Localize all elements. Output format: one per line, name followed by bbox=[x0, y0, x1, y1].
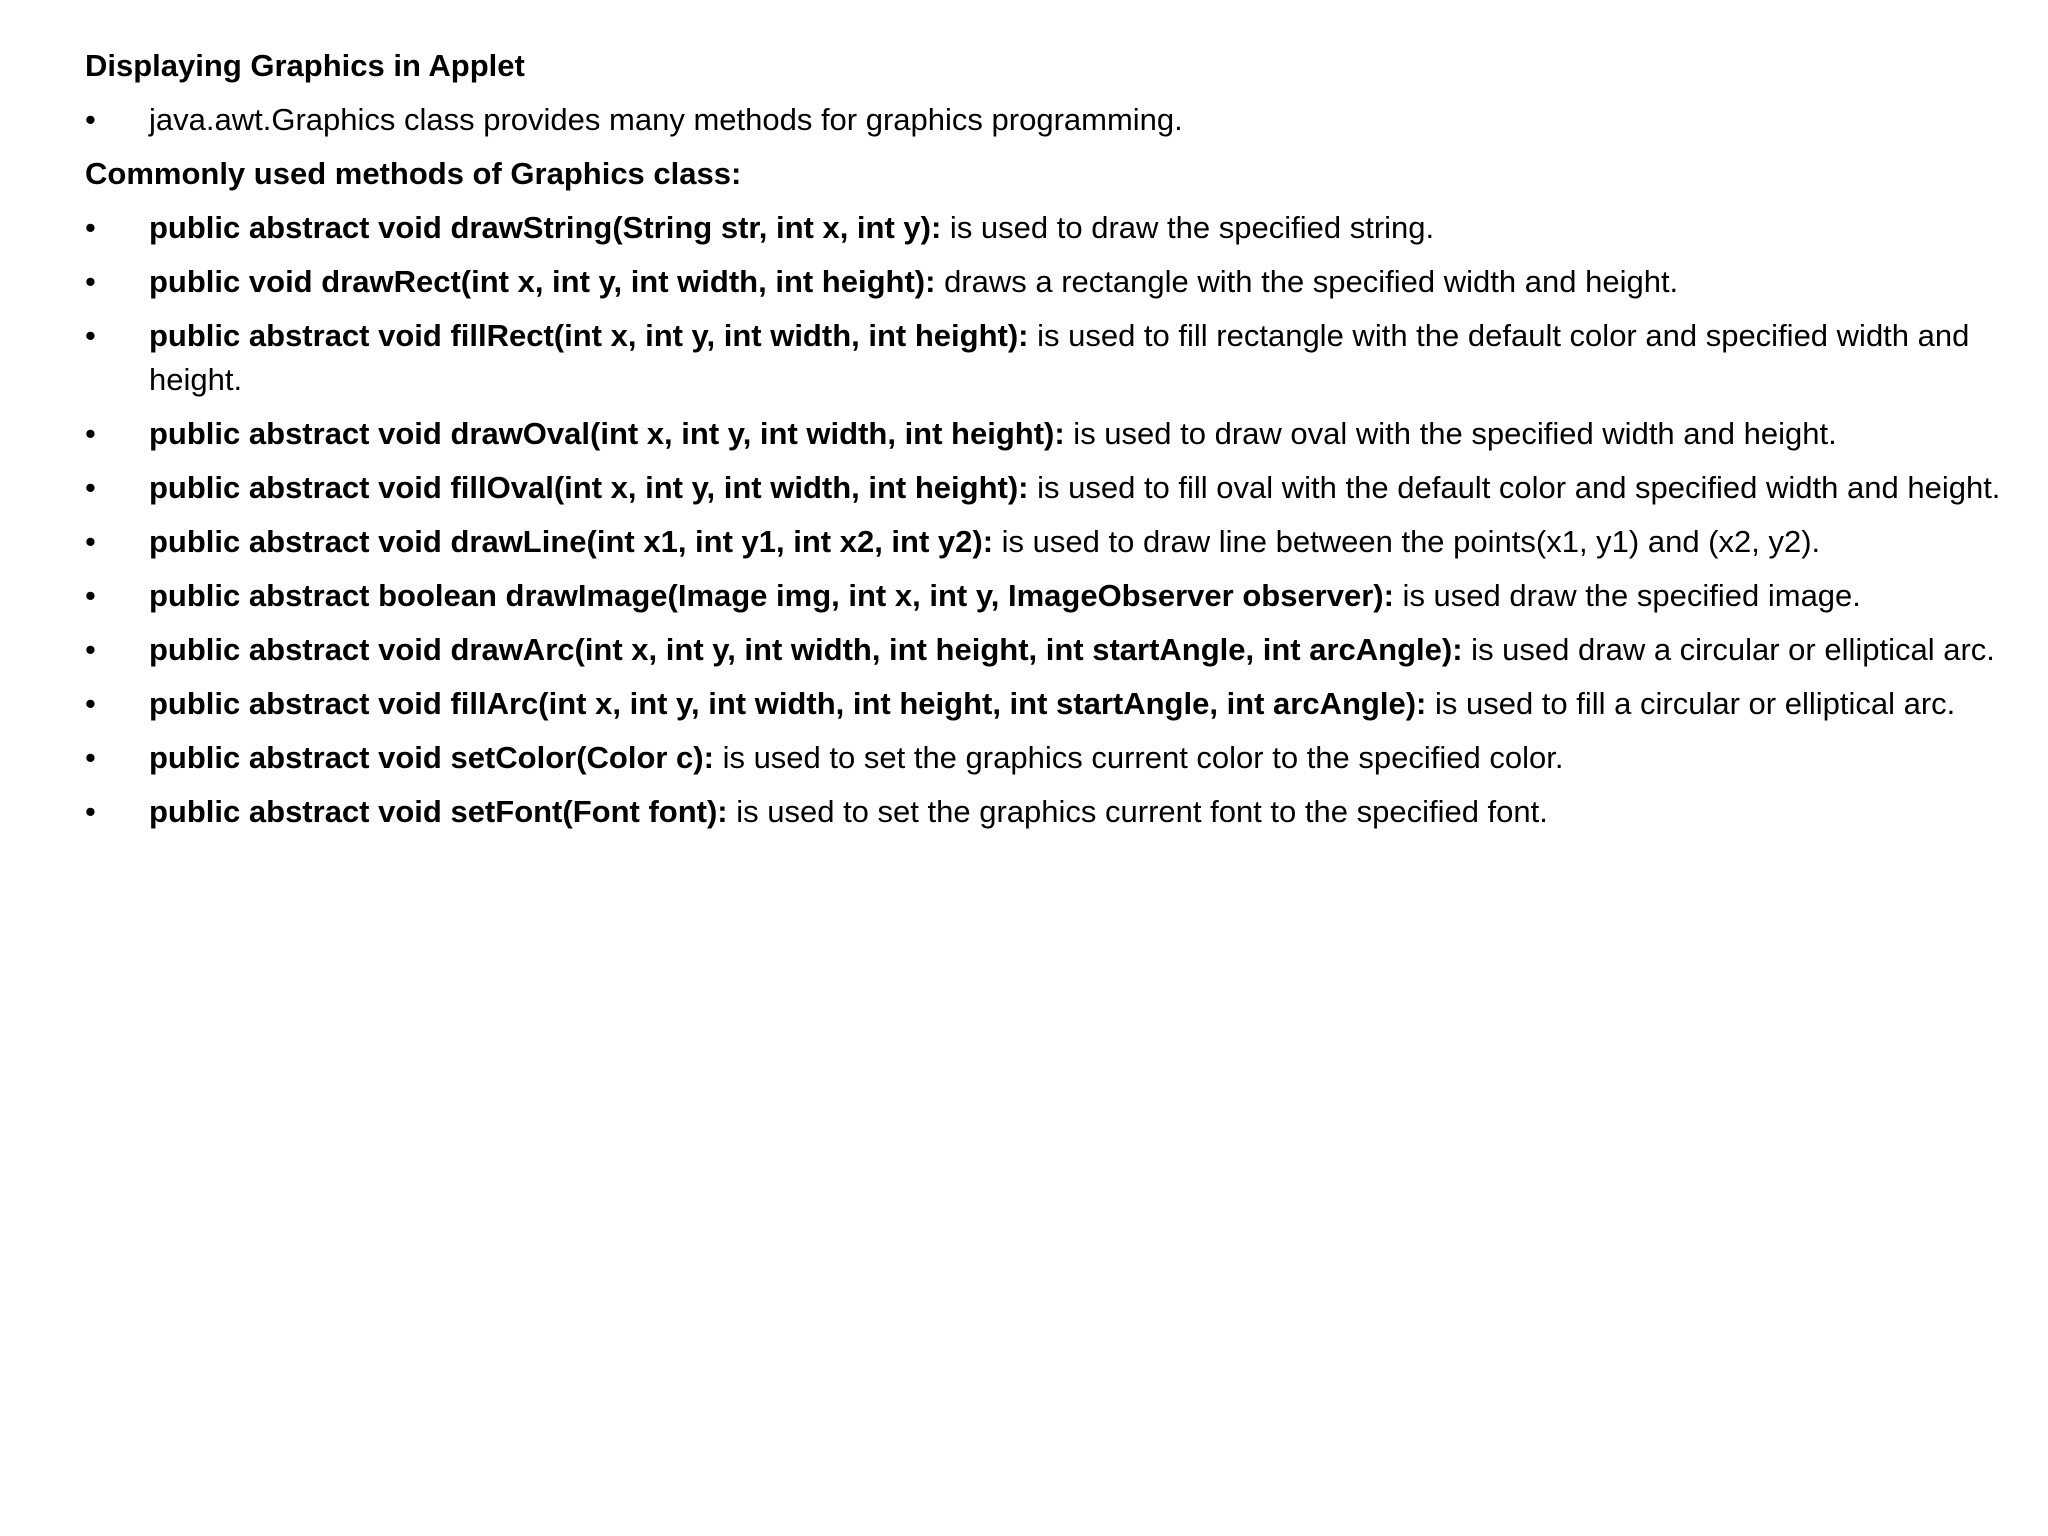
bullet-icon: • bbox=[85, 686, 96, 721]
method-signature: public abstract void drawLine(int x1, int y1, int x2, int y2): bbox=[149, 524, 994, 559]
method-item-setcolor bbox=[85, 736, 2015, 780]
method-signature: public abstract void fillOval(int x, int y, int width, int height): bbox=[149, 470, 1029, 505]
method-signature: public abstract void setFont(Font font): bbox=[149, 794, 728, 829]
method-description: is used draw a circular or elliptical arc. bbox=[1462, 632, 1995, 667]
bullet-icon: • bbox=[85, 740, 96, 775]
document-content bbox=[85, 44, 2015, 834]
method-item-drawrect bbox=[85, 260, 2015, 304]
method-item-drawline bbox=[85, 520, 2015, 564]
method-item-fillarc bbox=[85, 682, 2015, 726]
method-signature: public abstract void fillRect(int x, int y, int width, int height): bbox=[149, 318, 1029, 353]
bullet-icon: • bbox=[85, 578, 96, 613]
method-description: is used to draw line between the points(x1, y1) and (x2, y2). bbox=[993, 524, 1821, 559]
bullet-icon: • bbox=[85, 318, 96, 353]
method-description: is used to fill oval with the default color and specified width and height. bbox=[1028, 470, 2001, 505]
intro-item bbox=[85, 98, 2015, 142]
bullet-icon: • bbox=[85, 524, 96, 559]
method-description: is used to fill rectangle with the default color and specified width and height. bbox=[149, 318, 1970, 397]
method-item-filloval bbox=[85, 466, 2015, 510]
bullet-icon: • bbox=[85, 470, 96, 505]
intro-text: java.awt.Graphics class provides many methods for graphics programming. bbox=[149, 102, 1183, 137]
method-item-drawoval bbox=[85, 412, 2015, 456]
method-description: is used to draw the specified string. bbox=[941, 210, 1435, 245]
bullet-icon: • bbox=[85, 102, 96, 137]
method-item-setfont bbox=[85, 790, 2015, 834]
bullet-icon: • bbox=[85, 210, 96, 245]
method-description: is used to draw oval with the specified width and height. bbox=[1064, 416, 1837, 451]
method-description: is used to set the graphics current color to the specified color. bbox=[713, 740, 1564, 775]
method-item-drawimage bbox=[85, 574, 2015, 618]
method-item-drawarc bbox=[85, 628, 2015, 672]
method-signature: public void drawRect(int x, int y, int width, int height): bbox=[149, 264, 936, 299]
method-description: draws a rectangle with the specified width and height. bbox=[935, 264, 1679, 299]
bullet-icon: • bbox=[85, 416, 96, 451]
method-item-fillrect bbox=[85, 314, 2015, 402]
method-item-drawstring bbox=[85, 206, 2015, 250]
bullet-icon: • bbox=[85, 264, 96, 299]
method-signature: public abstract void drawArc(int x, int y, int width, int height, int startAngle, int arcAngle): bbox=[149, 632, 1463, 667]
method-description: is used to set the graphics current font to the specified font. bbox=[727, 794, 1548, 829]
method-description: is used to fill a circular or elliptical arc. bbox=[1426, 686, 1956, 721]
section-subheading: Commonly used methods of Graphics class: bbox=[85, 156, 742, 191]
method-signature: public abstract void fillArc(int x, int y, int width, int height, int startAngle, int arcAngle): bbox=[149, 686, 1427, 721]
method-signature: public abstract void drawString(String str, int x, int y): bbox=[149, 210, 942, 245]
method-signature: public abstract void drawOval(int x, int y, int width, int height): bbox=[149, 416, 1065, 451]
bullet-icon: • bbox=[85, 794, 96, 829]
method-signature: public abstract void setColor(Color c): bbox=[149, 740, 714, 775]
document-title: Displaying Graphics in Applet bbox=[85, 48, 525, 83]
method-description: is used draw the specified image. bbox=[1393, 578, 1861, 613]
bullet-icon: • bbox=[85, 632, 96, 667]
method-signature: public abstract boolean drawImage(Image img, int x, int y, ImageObserver observer): bbox=[149, 578, 1394, 613]
